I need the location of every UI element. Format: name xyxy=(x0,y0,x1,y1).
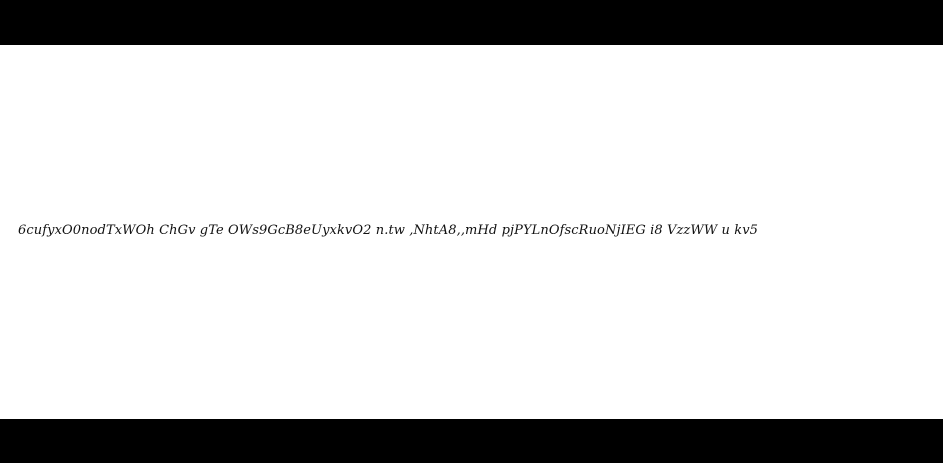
white-canvas xyxy=(0,45,943,419)
script-text-line: 6cufyxO0nodTxWOh ChGv gTe OWs9GcB8eUyxkvO2 n.tw ,NhtA8,,mHd pjPYLnOfscRuoNjIEG i8 VzzWW u kv5 xyxy=(18,223,759,238)
top-letterbox-bar xyxy=(0,0,943,45)
bottom-letterbox-bar xyxy=(0,419,943,463)
